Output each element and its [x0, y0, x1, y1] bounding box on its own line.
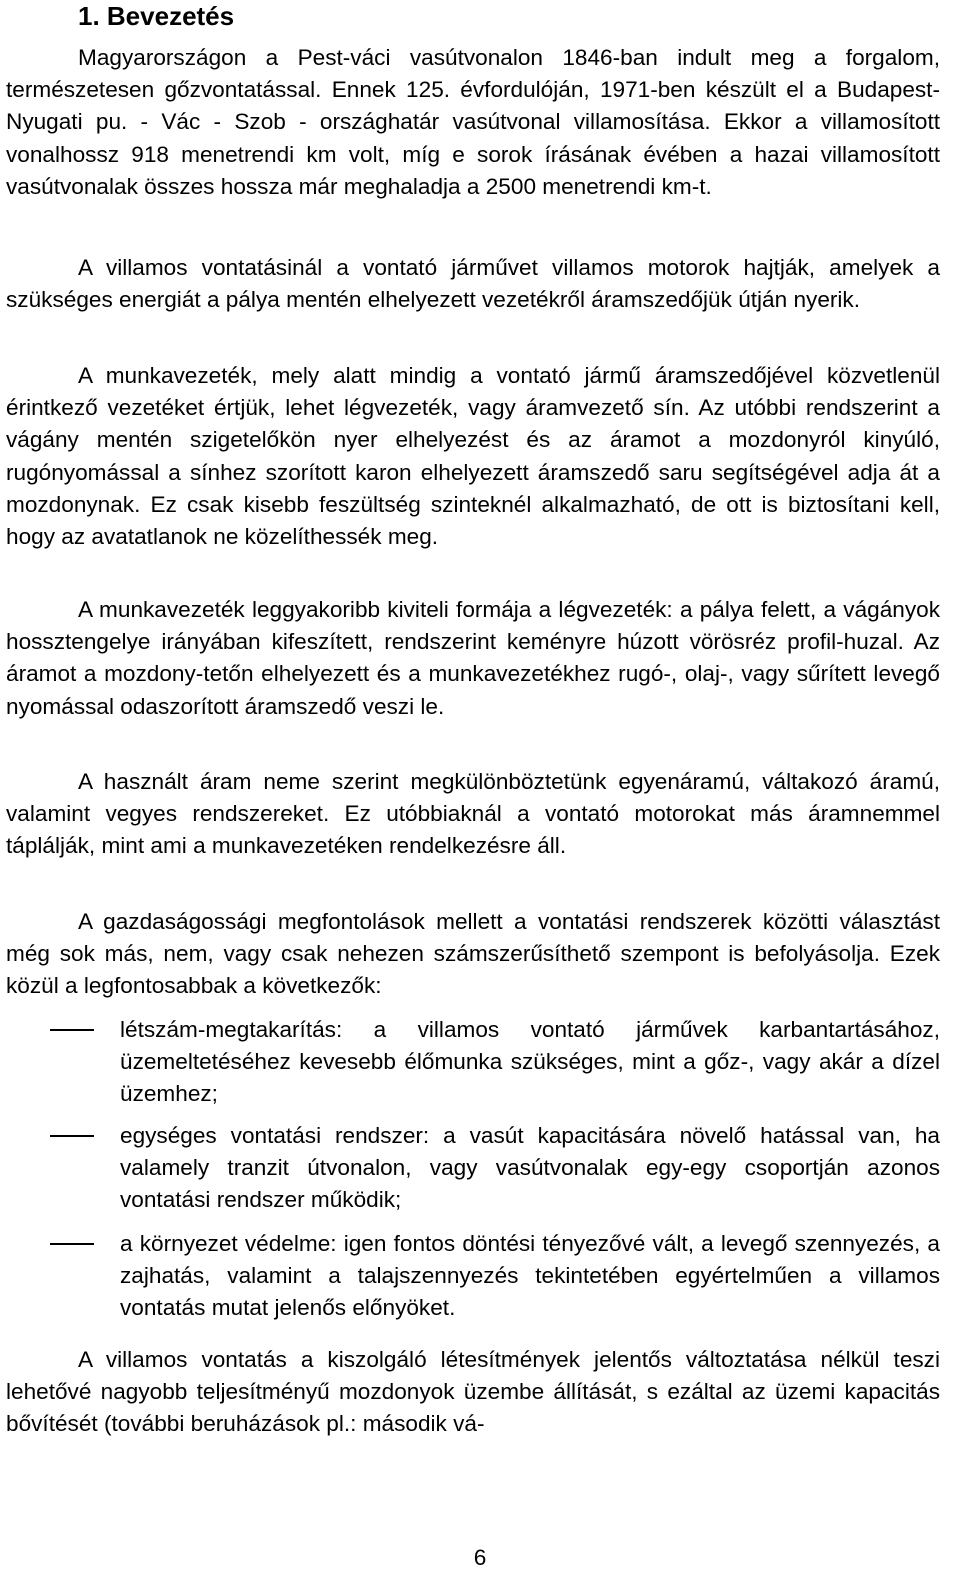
list-item-text: a környezet védelme: igen fontos döntési tényezővé vált, a levegő szennyezés, a zajhatás, valamint a talajszennyezés tekintetében egyértelműen a villamos vontatás mutat jelenős előnyöket.	[120, 1231, 940, 1321]
section-heading: 1. Bevezetés	[78, 1, 235, 31]
list-item	[50, 1228, 940, 1325]
paragraph-electric-traction: A villamos vontatásinál a vontató járművet villamos motorok hajtják, amelyek a szükséges energiát a pálya mentén elhelyezett vezetékről áramszedőjük útján nyerik.	[6, 255, 940, 313]
list-item	[50, 1014, 940, 1111]
list-item	[50, 1120, 940, 1217]
page-number: 6	[473, 1545, 487, 1570]
dash-bullet-icon	[50, 1243, 94, 1245]
paragraph-overhead-line: A munkavezeték leggyakoribb kiviteli formája a légvezeték: a pálya felett, a vágányok hossztengelye irányában kifeszített, rendszerint keményre húzott vörösréz profil-huzal. Az áramot a mozdony-tetőn elhelyezett és a munkavezetékhez rugó-, olaj-, vagy sűrített levegő nyomással odaszorított áramszedő veszi le.	[6, 597, 940, 719]
paragraph-capacity: A villamos vontatás a kiszolgáló létesítmények jelentős változtatása nélkül teszi lehetővé nagyobb teljesítményű mozdonyok üzembe állítását, s ezáltal az üzemi kapacitás bővítését (további beruházások pl.: második vá-	[6, 1347, 940, 1437]
list-item-text: létszám-megtakarítás: a villamos vontató járművek karbantartásához, üzemeltetéséhez kevesebb élőmunka szükséges, mint a gőz-, vagy akár a dízel üzemhez;	[120, 1017, 940, 1107]
paragraph-contact-line: A munkavezeték, mely alatt mindig a vontató jármű áramszedőjével közvetlenül érintkező vezetéket értjük, lehet légvezeték, vagy áramvezető sín. Az utóbbi rendszerint a vágány mentén szigetelőkön nyer elhelyezést és az áramot a mozdonyról kinyúló, rugónyomással a sínhez szorított karon elhelyezett áramszedő saru segítségével adja át a mozdonynak. Ez csak kisebb feszültség szinteknél alkalmazható, de ott is biztosítani kell, hogy az avatatlanok ne közelíthessék meg.	[6, 363, 940, 550]
paragraph-current-types: A használt áram neme szerint megkülönböztetünk egyenáramú, váltakozó áramú, valamint vegyes rendszereket. Ez utóbbiaknál a vontató motorokat más áramnemmel táplálják, mint ami a munkavezetéken rendelkezésre áll.	[6, 769, 940, 859]
paragraph-history: Magyarországon a Pest-váci vasútvonalon 1846-ban indult meg a forgalom, természetesen gőzvontatással. Ennek 125. évfordulóján, 1971-ben készült el a Budapest-Nyugati pu. - Vác - Szob - országhatár vasútvonal villamosítása. Ekkor a villamosított vonalhossz 918 menetrendi km volt, míg e sorok írásának évében a hazai villamosított vasútvonalak összes hossza már meghaladja a 2500 menetrendi km-t.	[6, 45, 940, 199]
dash-bullet-icon	[50, 1029, 94, 1031]
list-item-text: egységes vontatási rendszer: a vasút kapacitására növelő hatással van, ha valamely tranzit útvonalon, vagy vasútvonalak egy-egy csoportján azonos vontatási rendszer működik;	[120, 1123, 940, 1213]
dash-bullet-icon	[50, 1135, 94, 1137]
paragraph-economic-factors: A gazdaságossági megfontolások mellett a vontatási rendszerek közötti választást még sok más, nem, vagy csak nehezen számszerűsíthető szempont is befolyásolja. Ezek közül a legfontosabbak a következők:	[6, 909, 940, 999]
